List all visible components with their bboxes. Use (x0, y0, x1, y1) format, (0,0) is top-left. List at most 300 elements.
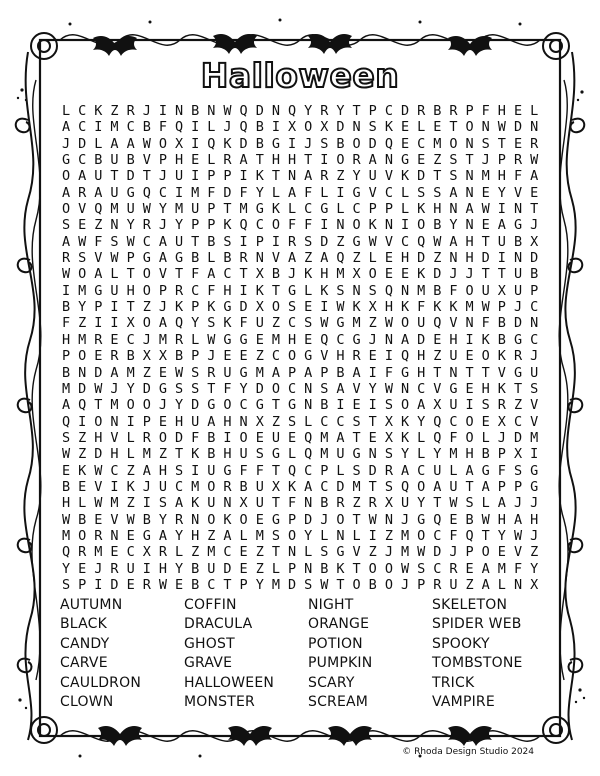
grid-letter: S (352, 462, 361, 479)
grid-letter: W (126, 511, 135, 528)
grid-letter: G (287, 397, 297, 414)
grid-letter: G (142, 250, 151, 267)
grid-letter: G (417, 511, 426, 528)
grid-letter: K (287, 478, 297, 495)
word-list-item: SPOOKY (432, 635, 490, 652)
grid-letter: M (255, 364, 264, 381)
grid-letter: D (239, 299, 248, 316)
grid-letter: S (513, 462, 523, 479)
grid-letter: D (239, 135, 248, 152)
grid-letter: A (497, 495, 506, 512)
grid-letter: T (481, 364, 490, 381)
grid-letter: V (352, 544, 361, 561)
grid-letter: U (255, 315, 264, 332)
grid-letter: N (449, 201, 458, 218)
word-list (60, 596, 550, 712)
grid-letter: H (223, 446, 232, 463)
grid-letter: O (384, 560, 393, 577)
grid-letter: F (94, 233, 103, 250)
grid-letter: S (481, 135, 490, 152)
grid-letter: C (223, 266, 232, 283)
grid-letter: H (174, 413, 184, 430)
grid-letter: A (223, 527, 232, 544)
grid-letter: T (207, 380, 216, 397)
grid-letter: E (158, 364, 167, 381)
grid-letter: Y (174, 560, 184, 577)
grid-letter: Q (239, 103, 248, 119)
grid-letter: F (417, 299, 426, 316)
grid-letter: W (207, 331, 216, 348)
word-list-item: NIGHT (308, 597, 354, 613)
grid-letter: G (352, 331, 361, 348)
grid-letter: N (352, 119, 361, 136)
grid-letter: G (255, 201, 264, 218)
grid-letter: R (94, 331, 103, 348)
grid-letter: W (94, 380, 103, 397)
grid-letter: K (126, 478, 135, 495)
grid-letter: N (239, 413, 248, 430)
grid-letter: B (191, 250, 200, 267)
grid-letter: X (320, 119, 329, 136)
grid-letter: G (530, 478, 539, 495)
grid-letter: G (255, 397, 264, 414)
grid-letter: G (513, 364, 523, 381)
grid-letter: D (78, 135, 87, 152)
grid-letter: H (62, 495, 71, 512)
grid-letter: R (287, 233, 297, 250)
grid-letter: P (530, 282, 539, 299)
grid-letter: P (465, 544, 474, 561)
grid-letter: W (158, 576, 167, 593)
grid-letter: S (320, 544, 329, 561)
grid-letter: L (271, 560, 280, 577)
grid-letter: L (78, 495, 87, 512)
grid-letter: J (400, 576, 410, 593)
grid-letter: F (239, 462, 248, 479)
grid-letter: W (94, 495, 103, 512)
grid-letter: B (497, 315, 506, 332)
grid-letter: Z (368, 544, 377, 561)
grid-letter: F (449, 282, 458, 299)
grid-letter: T (352, 103, 361, 119)
grid-letter: J (481, 152, 490, 169)
grid-letter: X (384, 429, 393, 446)
grid-row (58, 185, 542, 201)
grid-letter: D (255, 103, 264, 119)
grid-letter: F (239, 315, 248, 332)
grid-letter: I (320, 217, 329, 234)
grid-letter: M (110, 119, 119, 136)
grid-letter: Y (336, 103, 345, 119)
grid-letter: O (207, 478, 216, 495)
grid-letter: A (158, 315, 167, 332)
grid-letter: S (530, 380, 539, 397)
grid-letter: A (158, 527, 167, 544)
grid-letter: O (62, 201, 71, 218)
grid-letter: Q (239, 217, 248, 234)
grid-letter: X (384, 413, 393, 430)
grid-letter: A (513, 511, 523, 528)
grid-letter: W (449, 495, 458, 512)
grid-letter: A (465, 462, 474, 479)
grid-letter: A (62, 184, 71, 201)
grid-row (58, 561, 542, 577)
grid-letter: W (62, 266, 71, 283)
grid-letter: I (126, 413, 135, 430)
grid-letter: L (174, 544, 184, 561)
grid-letter: W (320, 315, 329, 332)
grid-letter: X (384, 495, 393, 512)
grid-letter: C (513, 413, 523, 430)
grid-letter: W (433, 233, 442, 250)
grid-letter: I (239, 233, 248, 250)
grid-letter: I (336, 397, 345, 414)
grid-letter: W (126, 233, 135, 250)
grid-letter: O (271, 217, 280, 234)
grid-letter: Y (304, 103, 313, 119)
grid-letter: K (271, 201, 280, 218)
grid-letter: S (417, 184, 426, 201)
grid-letter: P (368, 103, 377, 119)
grid-letter: U (417, 315, 426, 332)
grid-letter: F (207, 184, 216, 201)
grid-letter: D (223, 184, 232, 201)
grid-letter: A (352, 364, 361, 381)
grid-letter: E (223, 348, 232, 365)
grid-letter: F (287, 495, 297, 512)
grid-letter: K (417, 266, 426, 283)
grid-letter: M (62, 380, 71, 397)
grid-letter: Z (255, 544, 264, 561)
grid-letter: I (110, 299, 119, 316)
grid-letter: P (126, 250, 135, 267)
grid-letter: K (400, 413, 410, 430)
grid-letter: N (465, 168, 474, 185)
grid-letter: T (336, 576, 345, 593)
grid-letter: I (320, 152, 329, 169)
grid-letter: E (255, 511, 264, 528)
grid-letter: A (481, 576, 490, 593)
grid-letter: L (481, 429, 490, 446)
grid-letter: Q (417, 233, 426, 250)
grid-letter: F (191, 429, 200, 446)
grid-letter: M (110, 201, 119, 218)
grid-letter: E (400, 135, 410, 152)
grid-letter: W (174, 364, 184, 381)
grid-letter: Q (384, 282, 393, 299)
grid-letter: Q (433, 511, 442, 528)
grid-row (58, 430, 542, 446)
grid-letter: C (110, 462, 119, 479)
grid-letter: R (126, 103, 135, 119)
grid-letter: C (239, 397, 248, 414)
grid-letter: D (336, 478, 345, 495)
grid-letter: I (110, 315, 119, 332)
grid-letter: A (449, 233, 458, 250)
grid-letter: C (271, 348, 280, 365)
grid-letter: T (513, 380, 523, 397)
grid-letter: H (223, 413, 232, 430)
grid-letter: P (497, 299, 506, 316)
grid-letter: O (384, 576, 393, 593)
grid-letter: C (287, 315, 297, 332)
grid-letter: C (336, 331, 345, 348)
grid-letter: X (287, 119, 297, 136)
grid-letter: G (352, 233, 361, 250)
grid-letter: P (223, 168, 232, 185)
grid-letter: R (223, 152, 232, 169)
grid-letter: O (449, 135, 458, 152)
grid-letter: G (513, 331, 523, 348)
grid-letter: G (449, 380, 458, 397)
grid-letter: A (62, 233, 71, 250)
grid-letter: C (304, 462, 313, 479)
grid-letter: B (62, 478, 71, 495)
grid-letter: I (497, 201, 506, 218)
grid-letter: W (110, 250, 119, 267)
grid-letter: V (94, 250, 103, 267)
grid-letter: F (481, 103, 490, 119)
grid-letter: B (126, 152, 135, 169)
grid-letter: E (126, 527, 135, 544)
grid-row (58, 512, 542, 528)
grid-letter: O (94, 413, 103, 430)
grid-letter: P (191, 217, 200, 234)
grid-letter: N (530, 119, 539, 136)
grid-letter: I (158, 103, 167, 119)
grid-letter: R (223, 478, 232, 495)
grid-letter: O (465, 119, 474, 136)
grid-letter: C (530, 331, 539, 348)
grid-letter: E (62, 462, 71, 479)
grid-letter: D (126, 168, 135, 185)
grid-letter: D (513, 119, 523, 136)
grid-letter: B (497, 331, 506, 348)
grid-letter: T (223, 576, 232, 593)
grid-letter: A (368, 152, 377, 169)
grid-row (58, 528, 542, 544)
grid-letter: E (433, 119, 442, 136)
grid-letter: N (78, 364, 87, 381)
grid-letter: L (352, 527, 361, 544)
grid-letter: Y (78, 299, 87, 316)
grid-letter: H (110, 446, 119, 463)
grid-letter: O (481, 348, 490, 365)
grid-letter: T (465, 152, 474, 169)
grid-letter: A (271, 364, 280, 381)
grid-letter: G (336, 315, 345, 332)
grid-row (58, 365, 542, 381)
grid-row (58, 152, 542, 168)
grid-letter: E (481, 413, 490, 430)
grid-letter: D (417, 250, 426, 267)
word-list-item: SCARY (308, 674, 355, 691)
grid-letter: O (352, 135, 361, 152)
grid-letter: T (174, 446, 184, 463)
grid-letter: L (336, 462, 345, 479)
grid-letter: R (94, 527, 103, 544)
grid-letter: M (320, 446, 329, 463)
grid-letter: U (433, 462, 442, 479)
grid-letter: B (336, 364, 345, 381)
grid-letter: K (481, 331, 490, 348)
word-list-item: CAULDRON (60, 674, 141, 691)
grid-letter: Q (433, 413, 442, 430)
grid-letter: S (433, 184, 442, 201)
grid-letter: T (530, 201, 539, 218)
grid-letter: M (78, 331, 87, 348)
grid-letter: K (400, 299, 410, 316)
grid-letter: B (191, 560, 200, 577)
grid-letter: R (449, 103, 458, 119)
grid-letter: W (62, 511, 71, 528)
grid-letter: M (207, 544, 216, 561)
grid-letter: E (110, 544, 119, 561)
grid-letter: U (223, 364, 232, 381)
grid-letter: Y (174, 527, 184, 544)
grid-letter: I (368, 364, 377, 381)
grid-letter: B (78, 511, 87, 528)
grid-letter: I (223, 429, 232, 446)
grid-letter: N (530, 315, 539, 332)
grid-letter: Z (433, 348, 442, 365)
grid-letter: L (94, 135, 103, 152)
grid-letter: K (400, 429, 410, 446)
grid-letter: Z (384, 527, 393, 544)
grid-letter: Y (368, 380, 377, 397)
grid-letter: A (336, 429, 345, 446)
grid-letter: S (255, 446, 264, 463)
grid-letter: L (417, 119, 426, 136)
grid-letter: K (191, 495, 200, 512)
grid-letter: T (352, 511, 361, 528)
grid-letter: Z (94, 217, 103, 234)
grid-letter: V (384, 168, 393, 185)
grid-letter: U (449, 348, 458, 365)
grid-letter: I (110, 478, 119, 495)
word-list-item: COFFIN (184, 597, 237, 613)
grid-letter: G (513, 217, 523, 234)
grid-letter: S (417, 560, 426, 577)
grid-letter: W (481, 511, 490, 528)
grid-letter: E (78, 217, 87, 234)
grid-letter: U (400, 495, 410, 512)
grid-letter: L (287, 201, 297, 218)
grid-letter: R (433, 576, 442, 593)
grid-letter: V (320, 348, 329, 365)
grid-letter: I (336, 184, 345, 201)
grid-letter: O (142, 315, 151, 332)
grid-letter: Z (368, 315, 377, 332)
grid-letter: G (223, 331, 232, 348)
grid-letter: M (62, 527, 71, 544)
grid-letter: O (368, 266, 377, 283)
word-list-item: HALLOWEEN (184, 674, 275, 691)
grid-letter: E (513, 103, 523, 119)
grid-letter: B (433, 282, 442, 299)
grid-letter: T (481, 527, 490, 544)
grid-letter: O (126, 397, 135, 414)
grid-letter: W (142, 135, 151, 152)
grid-letter: E (465, 380, 474, 397)
grid-letter: I (465, 331, 474, 348)
grid-letter: C (400, 233, 410, 250)
grid-letter: N (271, 103, 280, 119)
grid-letter: E (384, 266, 393, 283)
grid-letter: O (352, 576, 361, 593)
grid-letter: U (110, 184, 119, 201)
grid-letter: F (481, 315, 490, 332)
grid-letter: G (142, 527, 151, 544)
grid-letter: E (239, 544, 248, 561)
grid-letter: J (530, 217, 539, 234)
grid-letter: S (287, 299, 297, 316)
grid-letter: S (62, 217, 71, 234)
grid-letter: J (62, 135, 71, 152)
grid-letter: I (174, 184, 184, 201)
grid-letter: O (142, 282, 151, 299)
grid-letter: T (110, 168, 119, 185)
grid-letter: V (352, 380, 361, 397)
grid-letter: S (449, 152, 458, 169)
grid-letter: C (142, 233, 151, 250)
grid-row (58, 283, 542, 299)
grid-letter: X (239, 495, 248, 512)
grid-letter: J (142, 478, 151, 495)
grid-letter: I (530, 446, 539, 463)
grid-letter: P (62, 348, 71, 365)
grid-letter: K (223, 135, 232, 152)
grid-letter: O (271, 299, 280, 316)
grid-letter: H (158, 462, 167, 479)
grid-letter: Y (158, 201, 167, 218)
grid-letter: O (336, 152, 345, 169)
grid-letter: H (336, 348, 345, 365)
grid-letter: M (142, 446, 151, 463)
grid-letter: Y (126, 217, 135, 234)
grid-letter: D (78, 380, 87, 397)
grid-letter: O (287, 527, 297, 544)
grid-letter: C (287, 380, 297, 397)
grid-letter: E (174, 576, 184, 593)
grid-letter: D (530, 250, 539, 267)
grid-letter: V (271, 250, 280, 267)
grid-letter: U (239, 446, 248, 463)
grid-letter: M (465, 299, 474, 316)
grid-letter: C (223, 544, 232, 561)
grid-letter: P (142, 413, 151, 430)
grid-letter: C (126, 331, 135, 348)
letter-grid (58, 103, 542, 593)
grid-letter: S (449, 168, 458, 185)
grid-letter: O (417, 217, 426, 234)
grid-letter: V (78, 201, 87, 218)
grid-letter: G (336, 544, 345, 561)
grid-letter: E (400, 266, 410, 283)
grid-letter: T (271, 282, 280, 299)
grid-letter: O (158, 135, 167, 152)
grid-letter: P (497, 152, 506, 169)
grid-letter: G (352, 184, 361, 201)
grid-letter: B (126, 348, 135, 365)
grid-letter: C (174, 478, 184, 495)
grid-letter: I (191, 135, 200, 152)
grid-letter: H (465, 233, 474, 250)
grid-letter: M (191, 478, 200, 495)
grid-letter: C (417, 135, 426, 152)
word-column (308, 596, 432, 712)
grid-letter: M (352, 315, 361, 332)
